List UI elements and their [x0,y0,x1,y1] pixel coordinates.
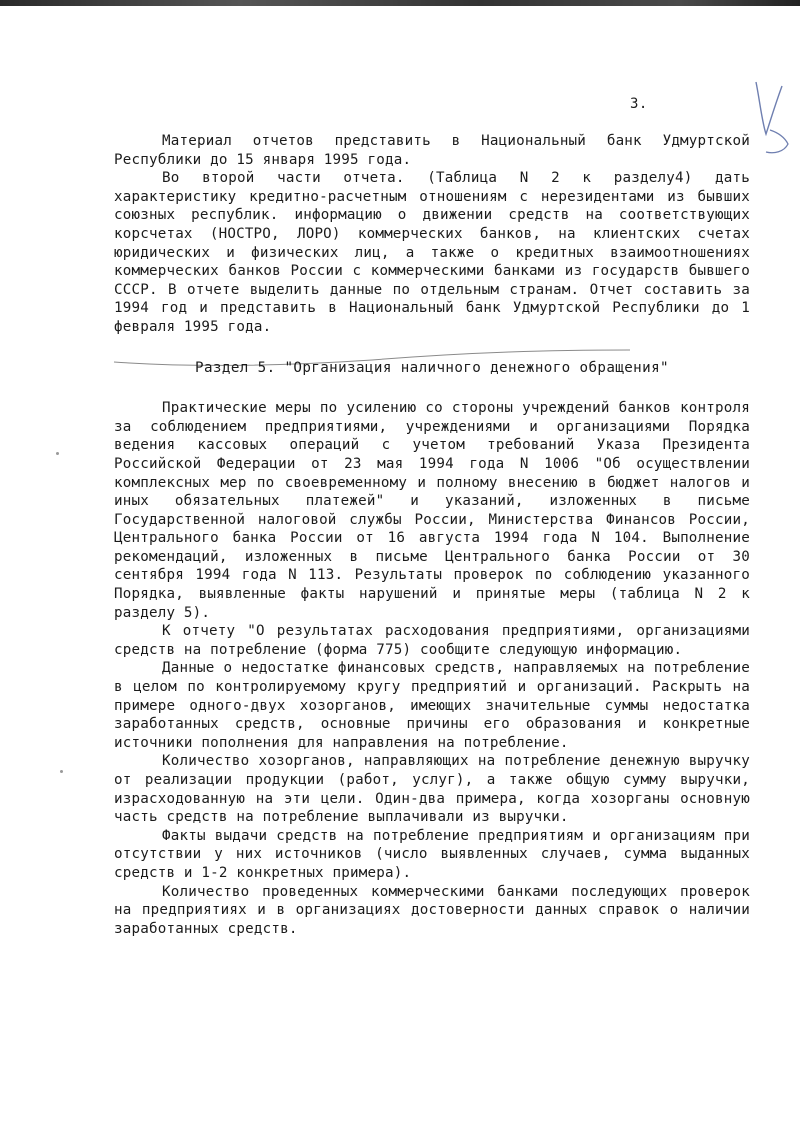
page-number: 3. [630,96,648,112]
scan-speck [60,770,63,773]
paragraph: Факты выдачи средств на потребление предприятиям и организациям при отсутствии у них источников (число выявленных случаев, сумма выданных средств и 1-2 конкретных примера). [114,827,750,881]
paragraph: Количество проведенных коммерческими банками последующих проверок на предприятиях и в организациях достоверности данных справок о наличии заработанных средств. [114,883,750,937]
paragraph: Количество хозорганов, направляющих на потребление денежную выручку от реализации продукции (работ, услуг), а также общую сумму выручки, израсходованную на эти цели. Один-два примера, когда хозорганы основную часть средств на потребление выплачивали из выручки. [114,753,750,826]
paragraph: К отчету "О результатах расходования предприятиями, организациями средств на потребление (форма 775) сообщите следующую информацию. [114,623,750,658]
paragraph: Практические меры по усилению со стороны учреждений банков контроля за соблюдением предприятиями, учреждениями и организациями Порядка ведения кассовых операций с учетом требований Указа Президента Российской Федерации от 23 мая 1994 года N 1006 "Об осуществлении комплексных мер по своевременному и полному внесению в бюджет налогов и иных обязательных платежей" и указаний, изложенных в письме Государственной налоговой службы России, Министерства Финансов России, Центрального банка России от 16 августа 1994 года N 104. Выполнение рекомендаций, изложенных в письме Центрального банка России от 30 сентября 1994 года N 113. Результаты проверок по соблюдению указанного Порядка, выявленные факты нарушений и принятые меры (таблица N 2 к разделу 5). [114,400,750,621]
handwritten-mark [748,72,796,162]
section-heading: Раздел 5. "Организация наличного денежного обращения" [195,359,669,376]
scan-speck [56,452,59,455]
paragraph: Во второй части отчета. (Таблица N 2 к разделу4) дать характеристику кредитно-расчетным отношениям с нерезидентами из бывших союзных республик. информацию о движении средств на соответствующих корсчетах (НОСТРО, ЛОРО) коммерческих банков, на клиентских счетах юридических и физических лиц, а также о кредитных взаимоотношениях коммерческих банков России с коммерческими банками из государств бывшего СССР. В отчете выделить данные по отдельным странам. Отчет составить за 1994 год и представить в Национальный банк Удмуртской Республики до 1 февраля 1995 года. [114,170,750,335]
paragraph: Данные о недостатке финансовых средств, направляемых на потребление в целом по контролируемому кругу предприятий и организаций. Раскрыть на примере одного-двух хозорганов, имеющих значительные суммы недостатка заработанных средств, основные причины его образования и конкретные источники пополнения для направления на потребление. [114,660,750,751]
document-body [114,132,750,938]
scan-edge [0,0,800,6]
paragraph: Материал отчетов представить в Национальный банк Удмуртской Республики до 15 января 1995 года. [114,133,750,168]
